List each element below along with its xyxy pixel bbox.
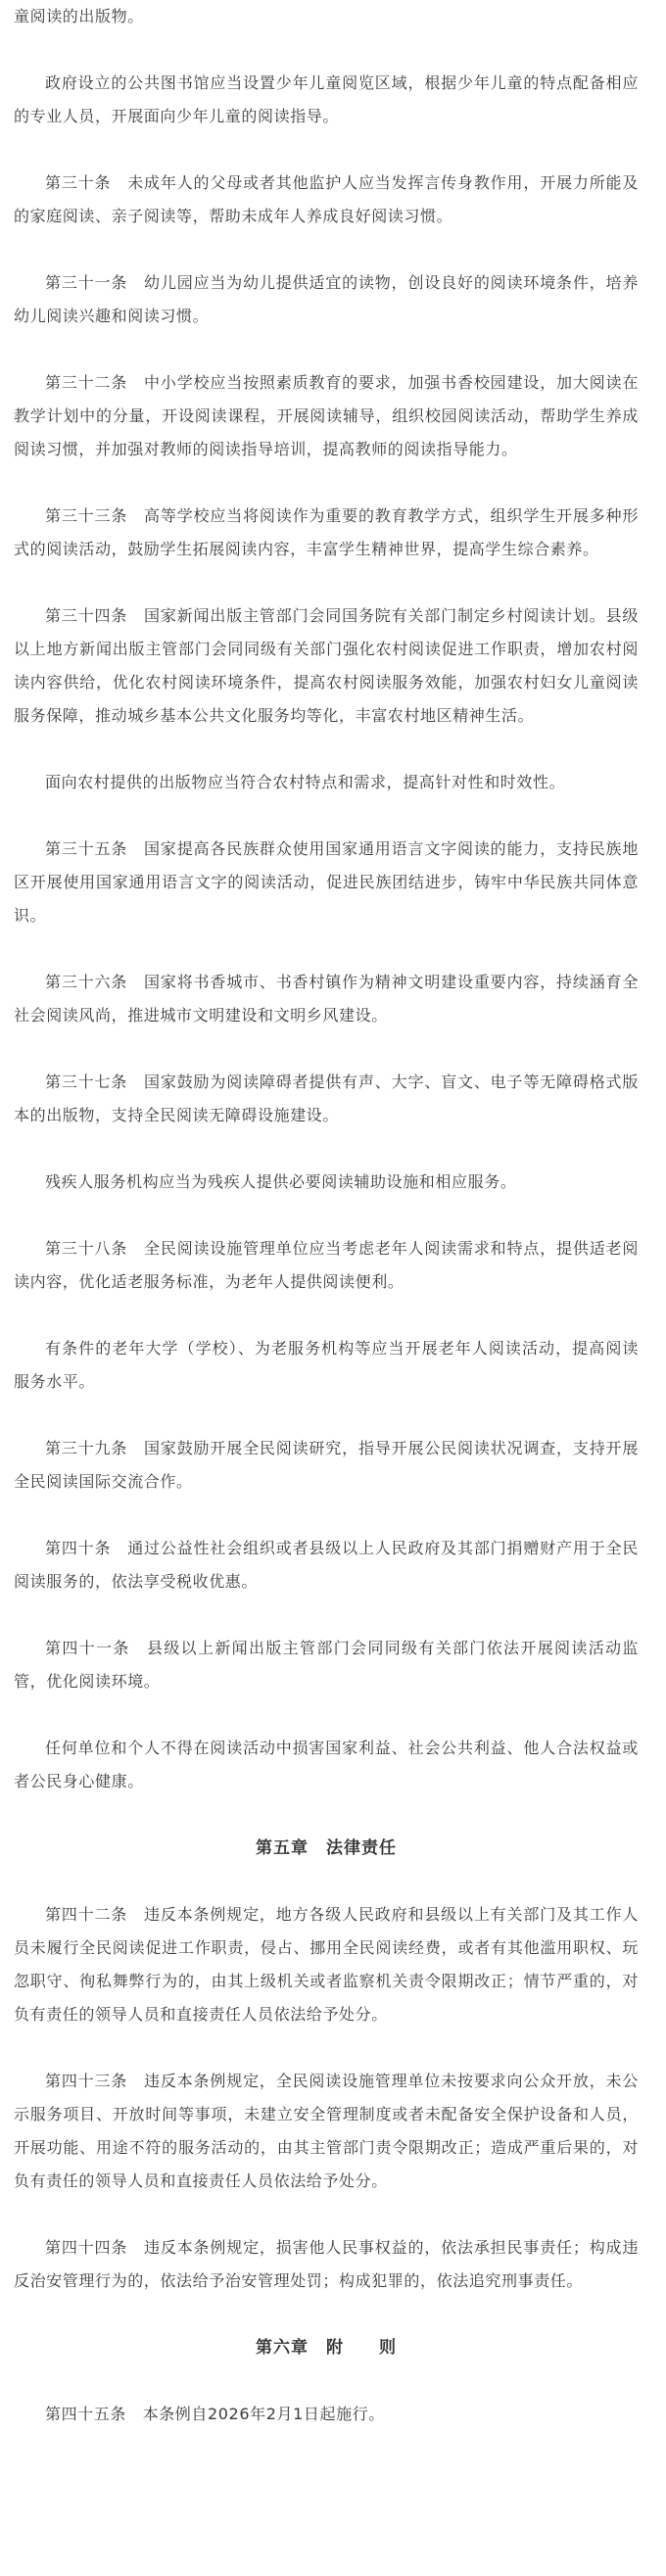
article-32: 第三十二条 中小学校应当按照素质教育的要求，加强书香校园建设，加大阅读在教学计划中的分量，开设阅读课程，开展阅读辅导，组织校园阅读活动，帮助学生养成阅读习惯，并加强对教师的阅读指导培训，提高教师的阅读指导能力。	[14, 373, 639, 458]
article-34: 第三十四条 国家新闻出版主管部门会同国务院有关部门制定乡村阅读计划。县级以上地方新闻出版主管部门会同同级有关部门强化农村阅读促进工作职责，增加农村阅读内容供给，优化农村阅读环境条件，提高农村阅读服务效能，加强农村妇女儿童阅读服务保障，推动城乡基本公共文化服务均等化，丰富农村地区精神生活。	[14, 606, 639, 725]
article-45: 第四十五条 本条例自2026年2月1日起施行。	[45, 2405, 385, 2423]
paragraph: 面向农村提供的出版物应当符合农村特点和需求，提高针对性和时效性。	[45, 773, 566, 791]
article-38: 第三十八条 全民阅读设施管理单位应当考虑老年人阅读需求和特点，提供适老阅读内容，优化适老服务标准，为老年人提供阅读便利。	[14, 1239, 639, 1291]
article-41: 第四十一条 县级以上新闻出版主管部门会同同级有关部门依法开展阅读活动监管，优化阅读环境。	[14, 1639, 639, 1691]
article-35: 第三十五条 国家提高各民族群众使用国家通用语言文字阅读的能力，支持民族地区开展使用国家通用语言文字的阅读活动，促进民族团结进步，铸牢中华民族共同体意识。	[14, 839, 639, 925]
article-42: 第四十二条 违反本条例规定，地方各级人民政府和县级以上有关部门及其工作人员未履行全民阅读促进工作职责，侵占、挪用全民阅读经费，或者有其他滥用职权、玩忽职守、徇私舞弊行为的，由其上级机关或者监察机关责令限期改正；情节严重的，对负有责任的领导人员和直接责任人员依法给予处分。	[14, 1905, 639, 2024]
paragraph: 有条件的老年大学（学校）、为老服务机构等应当开展老年人阅读活动，提高阅读服务水平。	[14, 1339, 639, 1391]
article-40: 第四十条 通过公益性社会组织或者县级以上人民政府及其部门捐赠财产用于全民阅读服务的，依法享受税收优惠。	[14, 1539, 639, 1591]
article-33: 第三十三条 高等学校应当将阅读作为重要的教育教学方式，组织学生开展多种形式的阅读活动，鼓励学生拓展阅读内容，丰富学生精神世界，提高学生综合素养。	[14, 506, 639, 558]
chapter-heading: 第五章 法律责任	[256, 1838, 397, 1858]
paragraph-continuation: 童阅读的出版物。	[14, 7, 144, 25]
article-37: 第三十七条 国家鼓励为阅读障碍者提供有声、大字、盲文、电子等无障碍格式版本的出版物，支持全民阅读无障碍设施建设。	[14, 1073, 639, 1124]
chapter-heading: 第六章 附 则	[256, 2338, 397, 2358]
article-39: 第三十九条 国家鼓励开展全民阅读研究，指导开展公民阅读状况调查，支持开展全民阅读国际交流合作。	[14, 1439, 639, 1491]
article-31: 第三十一条 幼儿园应当为幼儿提供适宜的读物，创设良好的阅读环境条件，培养幼儿阅读兴趣和阅读习惯。	[14, 273, 639, 325]
paragraph: 残疾人服务机构应当为残疾人提供必要阅读辅助设施和相应服务。	[45, 1172, 517, 1191]
article-43: 第四十三条 违反本条例规定，全民阅读设施管理单位未按要求向公众开放，未公示服务项目、开放时间等事项，未建立安全管理制度或者未配备安全保护设备和人员，开展功能、用途不符的服务活动的，由其主管部门责令限期改正；造成严重后果的，对负有责任的领导人员和直接责任人员依法给予处分。	[14, 2072, 639, 2190]
article-44: 第四十四条 违反本条例规定，损害他人民事权益的，依法承担民事责任；构成违反治安管理行为的，依法给予治安管理处罚；构成犯罪的，依法追究刑事责任。	[14, 2238, 639, 2290]
article-30: 第三十条 未成年人的父母或者其他监护人应当发挥言传身教作用，开展力所能及的家庭阅读、亲子阅读等，帮助未成年人养成良好阅读习惯。	[14, 173, 639, 225]
paragraph: 任何单位和个人不得在阅读活动中损害国家利益、社会公共利益、他人合法权益或者公民身心健康。	[14, 1739, 639, 1790]
paragraph: 政府设立的公共图书馆应当设置少年儿童阅览区域，根据少年儿童的特点配备相应的专业人员，开展面向少年儿童的阅读指导。	[14, 73, 639, 125]
article-36: 第三十六条 国家将书香城市、书香村镇作为精神文明建设重要内容，持续涵育全社会阅读风尚，推进城市文明建设和文明乡风建设。	[14, 973, 639, 1025]
